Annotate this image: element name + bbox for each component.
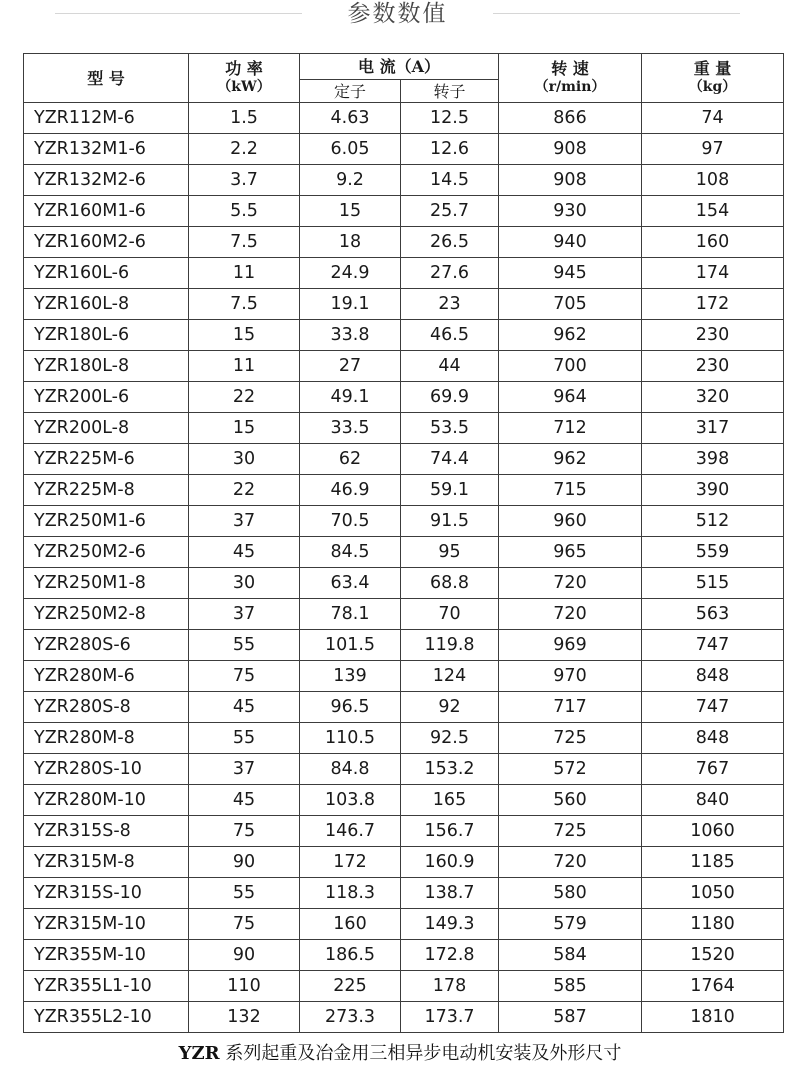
cell-model: YZR280S-10 — [24, 754, 189, 785]
cell-rotor-current: 153.2 — [401, 754, 499, 785]
cell-power: 30 — [189, 568, 300, 599]
cell-stator-current: 96.5 — [300, 692, 401, 723]
cell-power: 15 — [189, 320, 300, 351]
cell-model: YZR180L-6 — [24, 320, 189, 351]
cell-weight: 97 — [642, 134, 784, 165]
cell-power: 15 — [189, 413, 300, 444]
cell-stator-current: 24.9 — [300, 258, 401, 289]
cell-rotor-current: 119.8 — [401, 630, 499, 661]
cell-rotor-current: 92 — [401, 692, 499, 723]
cell-speed: 720 — [499, 847, 642, 878]
header-speed-label: 转 速 — [551, 59, 589, 78]
cell-model: YZR315M-8 — [24, 847, 189, 878]
cell-weight: 320 — [642, 382, 784, 413]
cell-weight: 160 — [642, 227, 784, 258]
cell-weight: 172 — [642, 289, 784, 320]
cell-weight: 317 — [642, 413, 784, 444]
cell-model: YZR112M-6 — [24, 103, 189, 134]
cell-rotor-current: 91.5 — [401, 506, 499, 537]
cell-model: YZR200L-6 — [24, 382, 189, 413]
header-weight-label: 重 量 — [693, 59, 732, 78]
cell-weight: 848 — [642, 723, 784, 754]
cell-stator-current: 110.5 — [300, 723, 401, 754]
header-row-top — [24, 54, 784, 80]
cell-weight: 1180 — [642, 909, 784, 940]
cell-speed: 962 — [499, 444, 642, 475]
table-row — [24, 940, 784, 971]
cell-power: 55 — [189, 723, 300, 754]
cell-speed: 585 — [499, 971, 642, 1002]
cell-power: 7.5 — [189, 227, 300, 258]
cell-model: YZR355L2-10 — [24, 1002, 189, 1033]
table-row — [24, 382, 784, 413]
motor-spec-table — [23, 53, 784, 1033]
cell-rotor-current: 70 — [401, 599, 499, 630]
table-row — [24, 599, 784, 630]
header-speed — [499, 54, 642, 103]
cell-speed: 965 — [499, 537, 642, 568]
cell-stator-current: 19.1 — [300, 289, 401, 320]
cell-speed: 560 — [499, 785, 642, 816]
cell-speed: 962 — [499, 320, 642, 351]
cell-rotor-current: 138.7 — [401, 878, 499, 909]
cell-model: YZR225M-6 — [24, 444, 189, 475]
cell-power: 5.5 — [189, 196, 300, 227]
cell-rotor-current: 27.6 — [401, 258, 499, 289]
cell-model: YZR280S-6 — [24, 630, 189, 661]
title-divider-left — [55, 13, 302, 14]
header-current — [300, 54, 499, 80]
cell-rotor-current: 59.1 — [401, 475, 499, 506]
cell-stator-current: 146.7 — [300, 816, 401, 847]
cell-stator-current: 78.1 — [300, 599, 401, 630]
cell-weight: 74 — [642, 103, 784, 134]
cell-model: YZR250M2-6 — [24, 537, 189, 568]
cell-speed: 908 — [499, 134, 642, 165]
cell-speed: 700 — [499, 351, 642, 382]
cell-rotor-current: 12.6 — [401, 134, 499, 165]
cell-speed: 945 — [499, 258, 642, 289]
table-row — [24, 351, 784, 382]
cell-power: 22 — [189, 475, 300, 506]
cell-stator-current: 103.8 — [300, 785, 401, 816]
cell-weight: 1050 — [642, 878, 784, 909]
table-row — [24, 568, 784, 599]
header-rotor-label: 转子 — [433, 81, 466, 101]
cell-stator-current: 18 — [300, 227, 401, 258]
table-row — [24, 754, 784, 785]
cell-rotor-current: 23 — [401, 289, 499, 320]
cell-power: 37 — [189, 506, 300, 537]
cell-power: 1.5 — [189, 103, 300, 134]
table-row — [24, 847, 784, 878]
cell-weight: 563 — [642, 599, 784, 630]
table-header — [24, 54, 784, 103]
cell-model: YZR280M-10 — [24, 785, 189, 816]
cell-stator-current: 273.3 — [300, 1002, 401, 1033]
cell-stator-current: 139 — [300, 661, 401, 692]
cell-rotor-current: 165 — [401, 785, 499, 816]
cell-stator-current: 49.1 — [300, 382, 401, 413]
cell-speed: 970 — [499, 661, 642, 692]
cell-rotor-current: 156.7 — [401, 816, 499, 847]
cell-weight: 154 — [642, 196, 784, 227]
cell-weight: 108 — [642, 165, 784, 196]
cell-model: YZR315S-8 — [24, 816, 189, 847]
caption — [0, 1042, 800, 1066]
cell-speed: 579 — [499, 909, 642, 940]
header-power-unit: （kW） — [217, 79, 271, 95]
cell-stator-current: 33.5 — [300, 413, 401, 444]
cell-power: 75 — [189, 816, 300, 847]
cell-weight: 1185 — [642, 847, 784, 878]
table-row — [24, 196, 784, 227]
cell-rotor-current: 44 — [401, 351, 499, 382]
cell-weight: 390 — [642, 475, 784, 506]
cell-rotor-current: 12.5 — [401, 103, 499, 134]
cell-power: 3.7 — [189, 165, 300, 196]
cell-power: 55 — [189, 878, 300, 909]
cell-model: YZR160L-8 — [24, 289, 189, 320]
cell-speed: 908 — [499, 165, 642, 196]
cell-speed: 705 — [499, 289, 642, 320]
cell-speed: 725 — [499, 816, 642, 847]
table-row — [24, 723, 784, 754]
cell-stator-current: 27 — [300, 351, 401, 382]
cell-model: YZR280M-8 — [24, 723, 189, 754]
cell-stator-current: 63.4 — [300, 568, 401, 599]
cell-model: YZR250M2-8 — [24, 599, 189, 630]
cell-stator-current: 186.5 — [300, 940, 401, 971]
table-row — [24, 506, 784, 537]
table-row — [24, 785, 784, 816]
cell-power: 45 — [189, 785, 300, 816]
cell-power: 7.5 — [189, 289, 300, 320]
header-weight-unit: （kg） — [688, 79, 737, 95]
table-row — [24, 878, 784, 909]
cell-speed: 580 — [499, 878, 642, 909]
cell-stator-current: 84.8 — [300, 754, 401, 785]
cell-power: 30 — [189, 444, 300, 475]
cell-speed: 960 — [499, 506, 642, 537]
table-row — [24, 165, 784, 196]
cell-rotor-current: 172.8 — [401, 940, 499, 971]
cell-rotor-current: 26.5 — [401, 227, 499, 258]
cell-rotor-current: 95 — [401, 537, 499, 568]
cell-rotor-current: 69.9 — [401, 382, 499, 413]
cell-speed: 725 — [499, 723, 642, 754]
cell-weight: 840 — [642, 785, 784, 816]
cell-weight: 848 — [642, 661, 784, 692]
cell-speed: 584 — [499, 940, 642, 971]
cell-model: YZR132M2-6 — [24, 165, 189, 196]
table-row — [24, 103, 784, 134]
caption-text: 系列起重及冶金用三相异步电动机安装及外形尺寸 — [219, 1043, 622, 1064]
page-title: 参数数值 — [347, 1, 448, 27]
header-speed-unit: （r/min） — [534, 79, 606, 95]
cell-rotor-current: 173.7 — [401, 1002, 499, 1033]
header-power-label: 功 率 — [225, 59, 263, 78]
cell-stator-current: 70.5 — [300, 506, 401, 537]
cell-power: 132 — [189, 1002, 300, 1033]
cell-stator-current: 160 — [300, 909, 401, 940]
cell-weight: 230 — [642, 351, 784, 382]
cell-weight: 747 — [642, 630, 784, 661]
cell-speed: 964 — [499, 382, 642, 413]
cell-speed: 715 — [499, 475, 642, 506]
table-row — [24, 320, 784, 351]
cell-weight: 174 — [642, 258, 784, 289]
header-stator — [300, 80, 401, 103]
cell-speed: 720 — [499, 599, 642, 630]
table-row — [24, 475, 784, 506]
cell-model: YZR280M-6 — [24, 661, 189, 692]
caption-series: YZR — [178, 1043, 220, 1064]
cell-model: YZR250M1-6 — [24, 506, 189, 537]
cell-speed: 572 — [499, 754, 642, 785]
cell-stator-current: 62 — [300, 444, 401, 475]
cell-weight: 767 — [642, 754, 784, 785]
cell-power: 11 — [189, 351, 300, 382]
cell-power: 90 — [189, 847, 300, 878]
cell-weight: 1764 — [642, 971, 784, 1002]
cell-model: YZR160M2-6 — [24, 227, 189, 258]
cell-stator-current: 84.5 — [300, 537, 401, 568]
cell-rotor-current: 124 — [401, 661, 499, 692]
table-row — [24, 661, 784, 692]
cell-rotor-current: 149.3 — [401, 909, 499, 940]
cell-stator-current: 33.8 — [300, 320, 401, 351]
cell-speed: 720 — [499, 568, 642, 599]
title-bar — [0, 0, 800, 34]
cell-rotor-current: 68.8 — [401, 568, 499, 599]
cell-power: 2.2 — [189, 134, 300, 165]
table-row — [24, 289, 784, 320]
table-row — [24, 537, 784, 568]
cell-rotor-current: 46.5 — [401, 320, 499, 351]
cell-model: YZR315M-10 — [24, 909, 189, 940]
cell-model: YZR280S-8 — [24, 692, 189, 723]
cell-weight: 230 — [642, 320, 784, 351]
cell-model: YZR132M1-6 — [24, 134, 189, 165]
table-row — [24, 816, 784, 847]
table-row — [24, 258, 784, 289]
table-row — [24, 134, 784, 165]
table-row — [24, 692, 784, 723]
cell-rotor-current: 178 — [401, 971, 499, 1002]
header-weight — [642, 54, 784, 103]
cell-power: 45 — [189, 537, 300, 568]
table-row — [24, 227, 784, 258]
table-row — [24, 909, 784, 940]
cell-weight: 512 — [642, 506, 784, 537]
cell-weight: 1060 — [642, 816, 784, 847]
header-stator-label: 定子 — [333, 81, 366, 101]
cell-rotor-current: 14.5 — [401, 165, 499, 196]
cell-rotor-current: 53.5 — [401, 413, 499, 444]
cell-stator-current: 9.2 — [300, 165, 401, 196]
cell-speed: 587 — [499, 1002, 642, 1033]
header-model — [24, 54, 189, 103]
cell-stator-current: 118.3 — [300, 878, 401, 909]
cell-power: 37 — [189, 599, 300, 630]
cell-power: 110 — [189, 971, 300, 1002]
table-row — [24, 630, 784, 661]
table-row — [24, 444, 784, 475]
cell-power: 11 — [189, 258, 300, 289]
cell-power: 75 — [189, 909, 300, 940]
header-rotor — [401, 80, 499, 103]
cell-model: YZR160M1-6 — [24, 196, 189, 227]
cell-weight: 515 — [642, 568, 784, 599]
cell-rotor-current: 74.4 — [401, 444, 499, 475]
table-row — [24, 413, 784, 444]
cell-model: YZR200L-8 — [24, 413, 189, 444]
cell-model: YZR250M1-8 — [24, 568, 189, 599]
cell-stator-current: 172 — [300, 847, 401, 878]
cell-weight: 747 — [642, 692, 784, 723]
cell-model: YZR355L1-10 — [24, 971, 189, 1002]
cell-stator-current: 225 — [300, 971, 401, 1002]
cell-model: YZR225M-8 — [24, 475, 189, 506]
cell-stator-current: 6.05 — [300, 134, 401, 165]
cell-speed: 940 — [499, 227, 642, 258]
cell-power: 90 — [189, 940, 300, 971]
cell-power: 37 — [189, 754, 300, 785]
cell-power: 22 — [189, 382, 300, 413]
cell-stator-current: 46.9 — [300, 475, 401, 506]
header-current-label: 电 流（A） — [358, 57, 440, 76]
cell-weight: 1520 — [642, 940, 784, 971]
cell-model: YZR355M-10 — [24, 940, 189, 971]
cell-weight: 559 — [642, 537, 784, 568]
title-divider-right — [493, 13, 740, 14]
cell-stator-current: 101.5 — [300, 630, 401, 661]
cell-power: 45 — [189, 692, 300, 723]
cell-rotor-current: 160.9 — [401, 847, 499, 878]
cell-speed: 866 — [499, 103, 642, 134]
cell-speed: 930 — [499, 196, 642, 227]
header-power — [189, 54, 300, 103]
cell-weight: 1810 — [642, 1002, 784, 1033]
cell-stator-current: 4.63 — [300, 103, 401, 134]
table-row — [24, 1002, 784, 1033]
table-body — [24, 103, 784, 1033]
cell-rotor-current: 25.7 — [401, 196, 499, 227]
cell-model: YZR160L-6 — [24, 258, 189, 289]
cell-speed: 969 — [499, 630, 642, 661]
cell-model: YZR180L-8 — [24, 351, 189, 382]
cell-model: YZR315S-10 — [24, 878, 189, 909]
cell-weight: 398 — [642, 444, 784, 475]
cell-power: 55 — [189, 630, 300, 661]
cell-speed: 712 — [499, 413, 642, 444]
cell-rotor-current: 92.5 — [401, 723, 499, 754]
cell-power: 75 — [189, 661, 300, 692]
cell-speed: 717 — [499, 692, 642, 723]
table-row — [24, 971, 784, 1002]
cell-stator-current: 15 — [300, 196, 401, 227]
header-model-label: 型 号 — [87, 68, 125, 88]
